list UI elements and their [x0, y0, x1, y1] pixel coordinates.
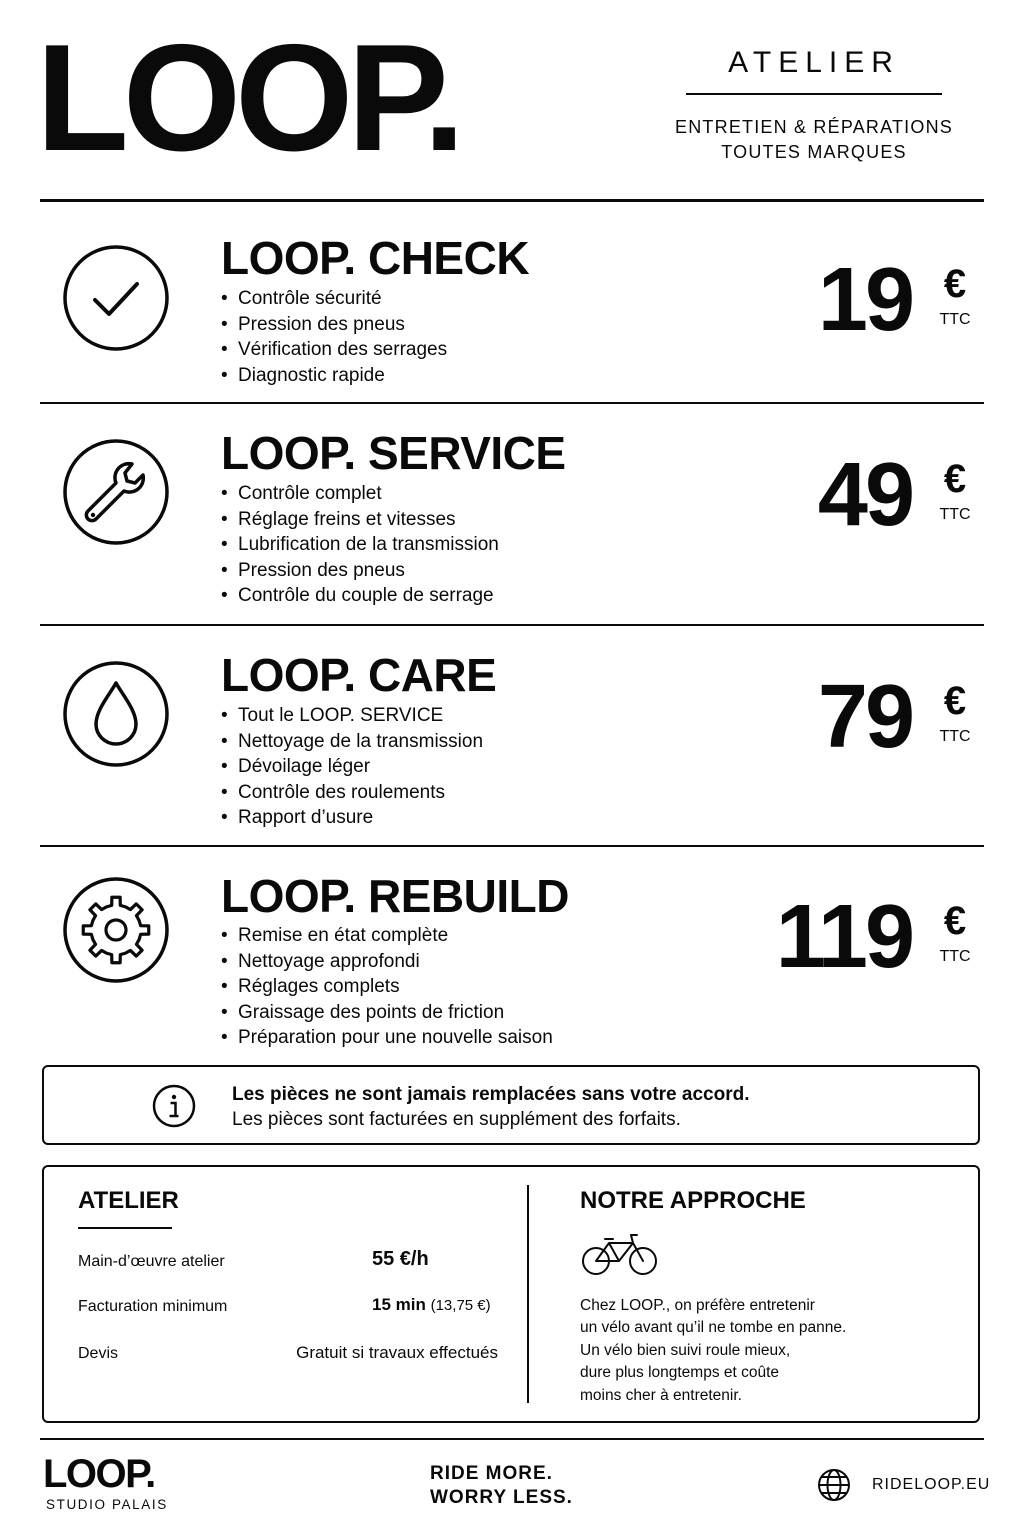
service-features	[221, 481, 499, 609]
service-features	[221, 703, 483, 831]
notice-text: Les pièces sont facturées en supplément des forfaits.	[232, 1109, 681, 1130]
service-service	[40, 404, 984, 624]
approach-title: NOTRE APPROCHE	[580, 1187, 806, 1214]
service-name: LOOP. CARE	[221, 649, 497, 701]
feature-item: • Contrôle sécurité	[221, 286, 447, 312]
tax-label: TTC	[939, 506, 971, 523]
feature-item: • Dévoilage léger	[221, 754, 483, 780]
parts-notice	[42, 1065, 980, 1145]
footer-logo: LOOP.	[43, 1452, 155, 1496]
labour-value: 55 €/h	[372, 1248, 429, 1270]
labour-label: Main-d’œuvre atelier	[78, 1253, 225, 1270]
service-features	[221, 286, 447, 388]
feature-item: • Contrôle complet	[221, 481, 499, 507]
service-care	[40, 626, 984, 846]
service-rebuild	[40, 847, 984, 1057]
info-icon	[152, 1084, 196, 1128]
gear-icon	[62, 876, 170, 984]
service-name: LOOP. CHECK	[221, 232, 530, 284]
feature-item: • Contrôle du couple de serrage	[221, 583, 499, 609]
feature-item: • Préparation pour une nouvelle saison	[221, 1025, 553, 1051]
quote-label: Devis	[78, 1345, 119, 1362]
approach-line: moins cher à entretenir.	[580, 1386, 742, 1404]
footer-slogan	[430, 1462, 573, 1510]
tax-label: TTC	[939, 948, 971, 965]
footer-location: STUDIO PALAIS	[46, 1497, 168, 1512]
tax-label: TTC	[939, 728, 971, 745]
service-price: 19	[817, 250, 912, 350]
feature-item: • Lubrification de la transmission	[221, 532, 499, 558]
feature-item: • Graissage des points de friction	[221, 1000, 553, 1026]
check-circle-icon	[62, 244, 170, 352]
slogan-line-1: RIDE MORE.	[430, 1463, 553, 1484]
feature-item: • Nettoyage de la transmission	[221, 729, 483, 755]
service-check	[40, 202, 984, 402]
title-underline	[686, 93, 942, 95]
header-subtitle	[664, 115, 964, 165]
feature-item: • Tout le LOOP. SERVICE	[221, 703, 483, 729]
approach-text	[580, 1295, 940, 1407]
approach-line: Chez LOOP., on préfère entretenir	[580, 1297, 815, 1314]
drop-icon	[62, 660, 170, 768]
service-features	[221, 923, 553, 1051]
website-link[interactable]: RIDELOOP.EU	[872, 1476, 991, 1493]
tax-label: TTC	[939, 311, 971, 328]
bicycle-icon	[581, 1231, 659, 1277]
feature-item: • Pression des pneus	[221, 312, 447, 338]
currency-symbol: €	[943, 262, 967, 306]
feature-item: • Réglages complets	[221, 974, 553, 1000]
subtitle-line-2: TOUTES MARQUES	[721, 142, 907, 162]
brand-logo: LOOP.	[36, 13, 460, 183]
service-price: 79	[817, 667, 912, 767]
feature-item: • Contrôle des roulements	[221, 780, 483, 806]
feature-item: • Nettoyage approfondi	[221, 949, 553, 975]
minimum-label: Facturation minimum	[78, 1298, 228, 1315]
feature-item: • Rapport d’usure	[221, 805, 483, 831]
footer-divider	[40, 1438, 984, 1440]
currency-symbol: €	[943, 679, 967, 723]
feature-item: • Remise en état complète	[221, 923, 553, 949]
approach-line: Un vélo bien suivi roule mieux,	[580, 1341, 791, 1359]
wrench-icon	[62, 438, 170, 546]
subtitle-line-1: ENTRETIEN & RÉPARATIONS	[675, 117, 953, 137]
workshop-title-underline	[78, 1227, 172, 1229]
minimum-value	[372, 1295, 491, 1315]
workshop-title: ATELIER	[78, 1187, 179, 1214]
approach-line: dure plus longtemps et coûte	[580, 1364, 780, 1382]
minimum-duration: 15 min	[372, 1295, 426, 1314]
details-panel	[42, 1165, 980, 1423]
minimum-amount: (13,75 €)	[430, 1297, 491, 1314]
service-name: LOOP. REBUILD	[221, 870, 569, 922]
notice-heading: Les pièces ne sont jamais remplacées sans votre accord.	[232, 1084, 750, 1105]
service-price: 119	[775, 887, 912, 987]
service-name: LOOP. SERVICE	[221, 427, 566, 479]
feature-item: • Réglage freins et vitesses	[221, 507, 499, 533]
feature-item: • Pression des pneus	[221, 558, 499, 584]
section-title: ATELIER	[728, 46, 900, 79]
column-divider	[527, 1185, 529, 1403]
approach-line: un vélo avant qu’il ne tombe en panne.	[580, 1319, 847, 1337]
currency-symbol: €	[943, 899, 967, 943]
globe-icon	[817, 1468, 851, 1502]
quote-value: Gratuit si travaux effectués	[296, 1343, 498, 1362]
feature-item: • Vérification des serrages	[221, 337, 447, 363]
feature-item: • Diagnostic rapide	[221, 363, 447, 389]
slogan-line-2: WORRY LESS.	[430, 1487, 573, 1508]
service-price: 49	[817, 445, 912, 545]
currency-symbol: €	[943, 457, 967, 501]
